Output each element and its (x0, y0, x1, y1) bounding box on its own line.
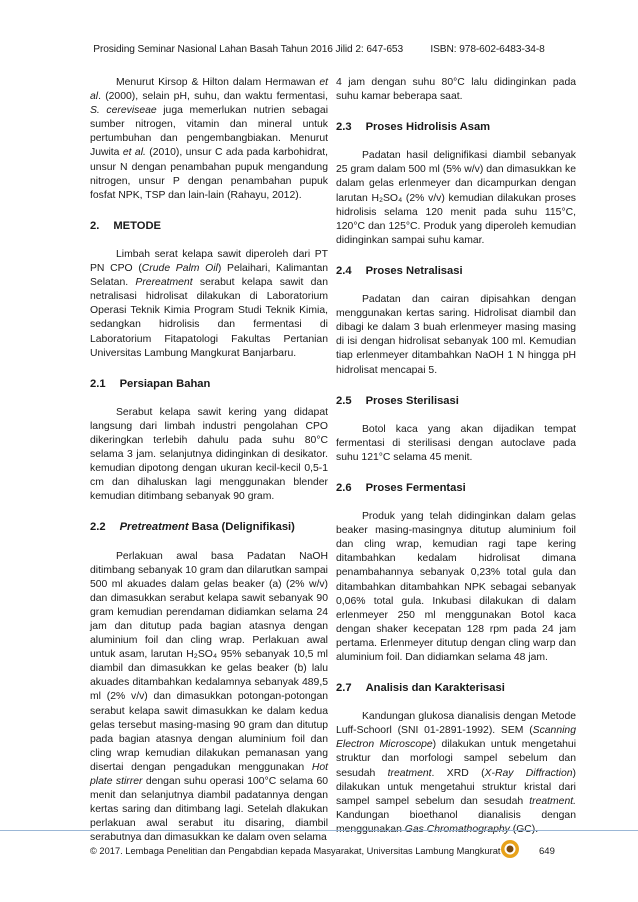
university-logo-icon (500, 839, 520, 859)
heading-2-1 (90, 377, 328, 391)
heading-number: 2.1 (90, 377, 106, 390)
text: Kandungan glukosa dianalisis dengan Metode Luff-Schoorl (SNI 01-2891-1992). SEM ( (336, 711, 576, 737)
footer-copyright: © 2017. Lembaga Penelitian dan Pengabdian kepada Masyarakat, Universitas Lambung Mangkurat (90, 846, 501, 856)
paragraph-analisis (336, 710, 576, 837)
text: Basa (Delignifikasi) (188, 521, 295, 534)
running-header: Prosiding Seminar Nasional Lahan Basah Tahun 2016 Jilid 2: 647-653 ISBN: 978-602-6483-34-8 (93, 44, 545, 55)
heading-text: METODE (113, 219, 161, 232)
heading-text: Proses Fermentasi (365, 481, 466, 494)
text-italic: X-Ray Diffraction (484, 767, 573, 779)
heading-number: 2.4 (336, 264, 352, 277)
text-italic: S. cereviseae (90, 105, 157, 117)
text: Menurut Kirsop & Hilton dalam Hermawan (116, 77, 320, 88)
text: . (2000), selain pH, suhu, dan waktu fermentasi, (98, 91, 328, 103)
heading-number: 2.3 (336, 121, 352, 134)
text-italic: Prereatment (135, 277, 193, 289)
heading-2-6 (336, 481, 576, 495)
heading-text: Proses Sterilisasi (365, 394, 459, 407)
paragraph-sterilisasi: Botol kaca yang akan dijadikan tempat fermentasi di sterilisasi dengan autoclave pada suhu 121°C selama 45 menit. (336, 423, 576, 463)
text-italic: treatment (387, 767, 432, 779)
right-column (336, 76, 576, 837)
heading-number: 2.2 (90, 521, 106, 534)
text: serabut kelapa sawit dan netralisasi hidrolisat dilakukan di Laboratorium Operasi Teknik Kimia Program Studi Teknik Kimia, sedangkan hidrolisis dan fermentasi di Laboratorium Fitapatologi Fakultas Pertanian Universitas Lambung Mangkurat Banjarbaru. (90, 277, 328, 359)
text: dengan suhu operasi 100°C selama 60 menit dan selanjutnya diambil padatannya dengan kertas saring dan ditimbang lagi. Setelah dlakukan perlakuan awal serabut itu disaring, diambil serabutnya dan dimasukkan ke dalam oven selama (90, 776, 328, 844)
paragraph-hidrolisis: Padatan hasil delignifikasi diambil sebanyak 25 gram dalam 500 ml (5% w/v) dan dimasukkan ke dalam gelas erlenmeyer dan dicampurkan dengan larutan H₂SO₄ (2% v/v) kemudian dilakukan proses hidrolisis selama 120 menit pada suhu 115°C, 120°C dan 125°C. Produk yang diperoleh kemudian didinginkan sampai suhu kamar. (336, 150, 576, 246)
text-italic: Pretreatment (119, 521, 189, 534)
text-italic: et al (90, 77, 328, 103)
left-column (90, 76, 328, 846)
paragraph-fermentasi: Produk yang telah didinginkan dalam gelas beaker masing-masingnya ditutup aluminium foil dan cling wrap, kemudian ragi tape kering ditambahkan kedalam hidrolisat dimana penambahannya sebanyak 0,23% total gula dan ditambahkan ditambahkan NPK sebagai sebanyak 0,06% total gula. Inkubasi dilakukan di dalam erlenmeyer 250 ml menggunakan Botol kaca dengan shaker kecepatan 128 rpm pada 24 jam pertama. Erlenmeyer ditutup dengan cling warp dan aluminium foil. Dan didiamkan selama 48 jam. (336, 511, 576, 663)
heading-number: 2. (90, 219, 100, 232)
paragraph-nutrients (90, 76, 328, 203)
text: ) Pelaihari, Kalimantan Selatan. (90, 263, 328, 289)
text-italic: treatment. (529, 795, 576, 807)
heading-2-3 (336, 120, 576, 134)
heading-metode (90, 219, 328, 233)
heading-text: Analisis dan Karakterisasi (365, 682, 505, 695)
heading-text: Proses Netralisasi (365, 264, 463, 277)
text: ) dilakukan untuk mengetahui struktur dan morfologi sampel sebelum dan sesudah (336, 739, 576, 779)
heading-number: 2.5 (336, 394, 352, 407)
heading-number: 2.6 (336, 481, 352, 494)
text-italic: Hot plate stirrer (90, 761, 328, 788)
paragraph-netralisasi: Padatan dan cairan dipisahkan dengan menggunakan kertas saring. Hidrolisat diambil dan dibagi ke dalam 3 buah erlenmeyer masing masing di isi dengan hidrolisat sebanyak 100 ml. Kemudian tiap erlenmeyer ditambahkan NaOH 1 N hingga pH hidrolisat mencapai 5. (336, 294, 576, 376)
text: juga memerlukan nutrien sebagai sumber nitrogen, vitamin dan mineral untuk pertumbuhan dan pengembangbiakan. Menurut Juwita (90, 105, 328, 159)
text-italic: Crude Palm Oil (141, 263, 218, 275)
heading-text (120, 520, 295, 534)
paragraph-pretreatment (90, 550, 328, 846)
heading-2-5 (336, 394, 576, 408)
text: Perlakuan awal basa Padatan NaOH ditimbang sebanyak 10 gram dan dilarutkan sampai 500 ml akuades dalam gelas beaker (a) (2% w/v) dan dimasukkan serabut kelapa sawit sebanyak 90 gram kemudian perendaman didiamkan selama 24 jam dan ditutup pada bagian atasnya dengan aluminium foil dan cling wrap. Perlakuan awal untuk asam, larutan H₂SO₄ 95% sebanyak 10,5 ml diambil dan dimasukkan ke gelas beaker (b) lalu akuades ditambahkan kedalamnya sebanyak 489,5 ml (2% v/v) dan dimasukkan potongan-potongan serabut kelapa sawit dimasukkan ke dalam kedua gelas tersebut masing-masing 90 gram dan ditutup pada bagian atasnya dengan aluminium foil dan cling wrap kemudian dilakukan pemanasan yang disertai dengan pengadukan menggunakan (90, 550, 328, 773)
text: (2010), unsur C ada pada karbohidrat, unsur N dengan penambahan pupuk mengandung nitrogen, unsur P dengan penambahan pupuk fosfat NPK, TSP dan lain-lain (Rahayu, 2012). (90, 147, 329, 201)
footer-divider (0, 830, 638, 831)
text: Limbah serat kelapa sawit diperoleh dari PT PN CPO ( (90, 248, 328, 275)
heading-number: 2.7 (336, 682, 352, 695)
heading-text: Proses Hidrolisis Asam (365, 121, 491, 134)
text-italic: Scanning Electron Microscope (336, 725, 576, 751)
text: Kandungan bioethanol dianalisis dengan (336, 809, 576, 821)
paragraph-metode (90, 248, 328, 361)
heading-2-2 (90, 520, 328, 534)
page-number: 649 (539, 846, 555, 857)
text: . XRD ( (431, 767, 485, 779)
text-italic: et al. (122, 147, 146, 159)
text: ) dilakukan untuk mengetahui struktur kristal dari sampel sampel sebelum dan sesudah (336, 767, 577, 807)
paragraph-persiapan: Serabut kelapa sawit kering yang didapat langsung dari limbah industri pengolahan CPO dikeringkan terlebih dahulu pada suhu 80°C selama 3 jam. selanjutnya didinginkan di desikator. kemudian dipotong dengan ukuran kecil-kecil 0,5-1 cm dan dihaluskan lagi menggunakan blender kemudian ditimbang sebanyak 90 gram. (90, 406, 328, 503)
heading-text: Persiapan Bahan (119, 377, 211, 390)
heading-2-7 (336, 681, 576, 695)
heading-2-4 (336, 264, 576, 278)
paragraph-continued: 4 jam dengan suhu 80°C lalu didinginkan pada suhu kamar beberapa saat. (336, 77, 576, 103)
